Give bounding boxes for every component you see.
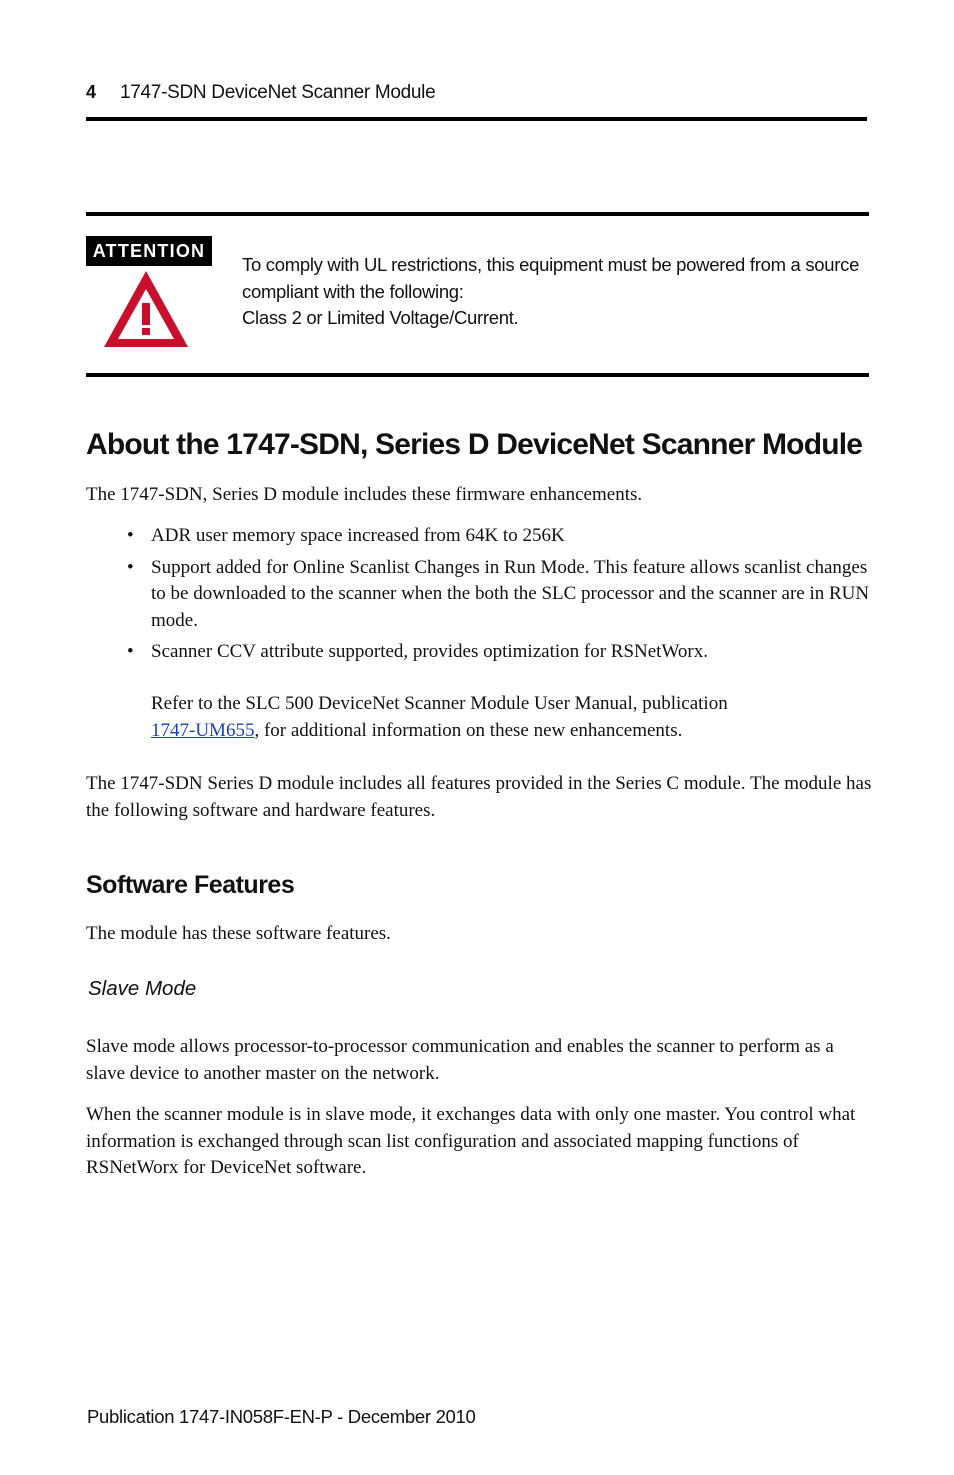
reference-text: Refer to the SLC 500 DeviceNet Scanner Module User Manual, publication — [151, 693, 728, 714]
closing-paragraph: The 1747-SDN Series D module includes all features provided in the Series C module. The module has the following software and hardware features. — [86, 773, 872, 821]
running-header-title: 1747-SDN DeviceNet Scanner Module — [120, 82, 436, 103]
attention-text — [242, 252, 867, 332]
subsection-heading: Software Features — [86, 871, 295, 899]
section-heading: About the 1747-SDN, Series D DeviceNet Scanner Module — [86, 428, 863, 461]
publication-link[interactable]: 1747-UM655 — [151, 719, 255, 741]
attention-line: compliant with the following: — [242, 280, 464, 302]
reference-paragraph — [151, 691, 871, 744]
slave-mode-heading: Slave Mode — [88, 977, 197, 1000]
list-item — [125, 639, 875, 666]
bullet-icon: • — [127, 556, 134, 578]
page-number: 4 — [86, 82, 97, 102]
bullet-icon: • — [127, 641, 134, 662]
enhancements-list — [125, 523, 875, 671]
header-rule — [86, 117, 867, 121]
list-item — [125, 523, 875, 550]
intro-paragraph: The 1747-SDN, Series D module includes these firmware enhancements. — [86, 484, 643, 505]
attention-line: Class 2 or Limited Voltage/Current. — [242, 307, 519, 328]
attention-bottom-rule — [86, 373, 869, 377]
publication-footer: Publication 1747-IN058F-EN-P - December 2010 — [87, 1406, 476, 1427]
slave-mode-paragraph: When the scanner module is in slave mode, it exchanges data with only one master. You control what information is exchanged through scan list configuration and associated mapping functions of RSNetWorx for DeviceNet software. — [86, 1104, 856, 1178]
software-intro: The module has these software features. — [86, 923, 391, 944]
slave-mode-paragraph: Slave mode allows processor-to-processor communication and enables the scanner to perform as a slave device to another master on the network. — [86, 1036, 834, 1084]
reference-text-after: , for additional information on these new enhancements. — [254, 719, 683, 741]
bullet-icon: • — [127, 525, 134, 546]
list-item-text: ADR user memory space increased from 64K to 256K — [151, 525, 565, 546]
attention-top-rule — [86, 212, 869, 216]
list-item — [125, 555, 875, 635]
attention-badge: ATTENTION — [86, 236, 212, 266]
list-item-text: Scanner CCV attribute supported, provides optimization for RSNetWorx. — [151, 641, 708, 662]
running-header — [86, 82, 866, 106]
attention-line: To comply with UL restrictions, this equipment must be powered from a source — [242, 254, 860, 275]
list-item-text: Support added for Online Scanlist Changes in Run Mode. This feature allows scanlist changes to be downloaded to the scanner when the both the SLC processor and the scanner are in RUN mode. — [151, 556, 870, 631]
warning-triangle-icon — [100, 265, 192, 353]
